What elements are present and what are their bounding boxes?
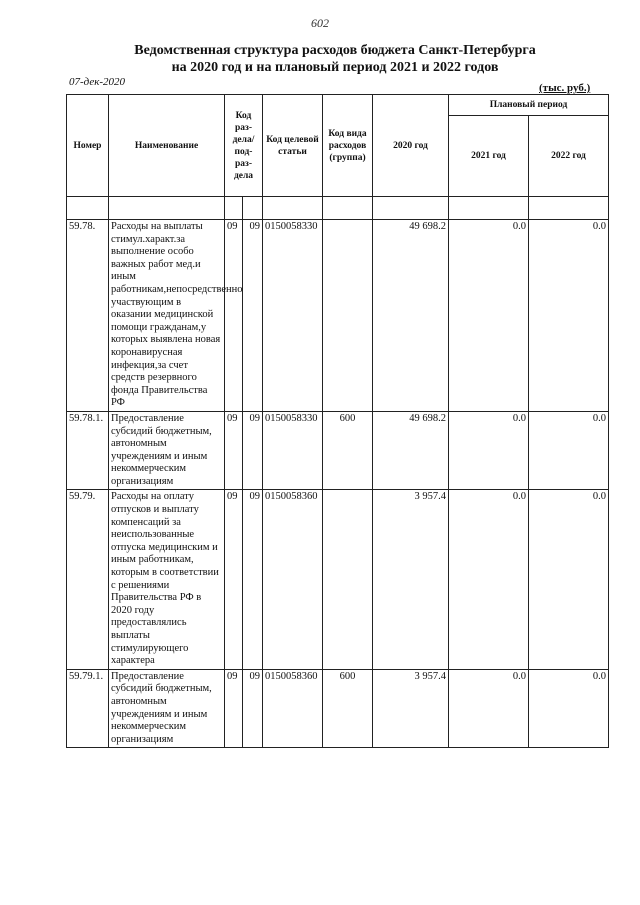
units-label: (тыс. руб.) [539, 82, 591, 94]
row-number: 59.78.1. [67, 411, 109, 490]
row-number: 59.78. [67, 220, 109, 412]
row-podrazdel: 09 [243, 490, 263, 669]
row-target-code: 0150058330 [263, 220, 323, 412]
row-name: Расходы на выплаты стимул.характ.за выполнение особо важных работ мед.и иным работникам,непосредственно участвующим в оказании медицинской помощи гражданам,у которых выявлена новая коронавирусная инфекция,за счет средств резервного фонда Правительства РФ [109, 220, 225, 412]
row-value-2020: 3 957.4 [373, 669, 449, 748]
spacer-cell [449, 197, 529, 220]
page-number: 602 [311, 16, 329, 30]
spacer-cell [323, 197, 373, 220]
row-target-code: 0150058360 [263, 490, 323, 669]
table-header [67, 95, 609, 197]
header-2021: 2021 год [449, 116, 529, 197]
row-value-2022: 0.0 [529, 490, 609, 669]
spacer-cell [225, 197, 243, 220]
header-expense-type: Код вида расходов (группа) [323, 95, 373, 197]
row-razdel: 09 [225, 411, 243, 490]
row-value-2021: 0.0 [449, 411, 529, 490]
document-title [120, 42, 550, 76]
row-value-2022: 0.0 [529, 220, 609, 412]
header-target-code: Код целевой статьи [263, 95, 323, 197]
row-value-2021: 0.0 [449, 220, 529, 412]
row-name: Предоставление субсидий бюджетным, автономным учреждениям и иным некоммерческим организациям [109, 669, 225, 748]
table-row [67, 220, 609, 412]
document-date: 07-дек-2020 [69, 76, 126, 88]
row-name: Предоставление субсидий бюджетным, автономным учреждениям и иным некоммерческим организациям [109, 411, 225, 490]
row-value-2022: 0.0 [529, 411, 609, 490]
row-number: 59.79. [67, 490, 109, 669]
spacer-cell [109, 197, 225, 220]
row-razdel: 09 [225, 669, 243, 748]
row-expense-type [323, 220, 373, 412]
budget-table [66, 94, 609, 748]
row-number: 59.79.1. [67, 669, 109, 748]
row-razdel: 09 [225, 490, 243, 669]
spacer-cell [67, 197, 109, 220]
spacer-cell [263, 197, 323, 220]
row-razdel: 09 [225, 220, 243, 412]
row-expense-type: 600 [323, 411, 373, 490]
table-row [67, 411, 609, 490]
title-line-1: Ведомственная структура расходов бюджета Санкт-Петербурга [134, 43, 536, 58]
row-target-code: 0150058360 [263, 669, 323, 748]
header-2020: 2020 год [373, 95, 449, 197]
spacer-row [67, 197, 609, 220]
table-row [67, 490, 609, 669]
row-podrazdel: 09 [243, 669, 263, 748]
header-name: Наименование [109, 95, 225, 197]
row-value-2020: 49 698.2 [373, 220, 449, 412]
header-planned-period: Плановый период [449, 95, 609, 116]
row-expense-type [323, 490, 373, 669]
spacer-cell [243, 197, 263, 220]
row-value-2021: 0.0 [449, 669, 529, 748]
row-name: Расходы на оплату отпусков и выплату компенсаций за неиспользованные отпуска медицинским и иным работникам, которым в соответствии с решениями Правительства РФ в 2020 году предоставлялись выплаты стимулирующего характера [109, 490, 225, 669]
spacer-cell [529, 197, 609, 220]
spacer-cell [373, 197, 449, 220]
row-value-2021: 0.0 [449, 490, 529, 669]
row-expense-type: 600 [323, 669, 373, 748]
row-podrazdel: 09 [243, 220, 263, 412]
header-section-code: Код раз-дела/ под-раз-дела [225, 95, 263, 197]
row-target-code: 0150058330 [263, 411, 323, 490]
header-number: Номер [67, 95, 109, 197]
row-podrazdel: 09 [243, 411, 263, 490]
title-line-2: на 2020 год и на плановый период 2021 и 2022 годов [171, 60, 499, 75]
table-row [67, 669, 609, 748]
row-value-2020: 49 698.2 [373, 411, 449, 490]
row-value-2020: 3 957.4 [373, 490, 449, 669]
header-2022: 2022 год [529, 116, 609, 197]
row-value-2022: 0.0 [529, 669, 609, 748]
